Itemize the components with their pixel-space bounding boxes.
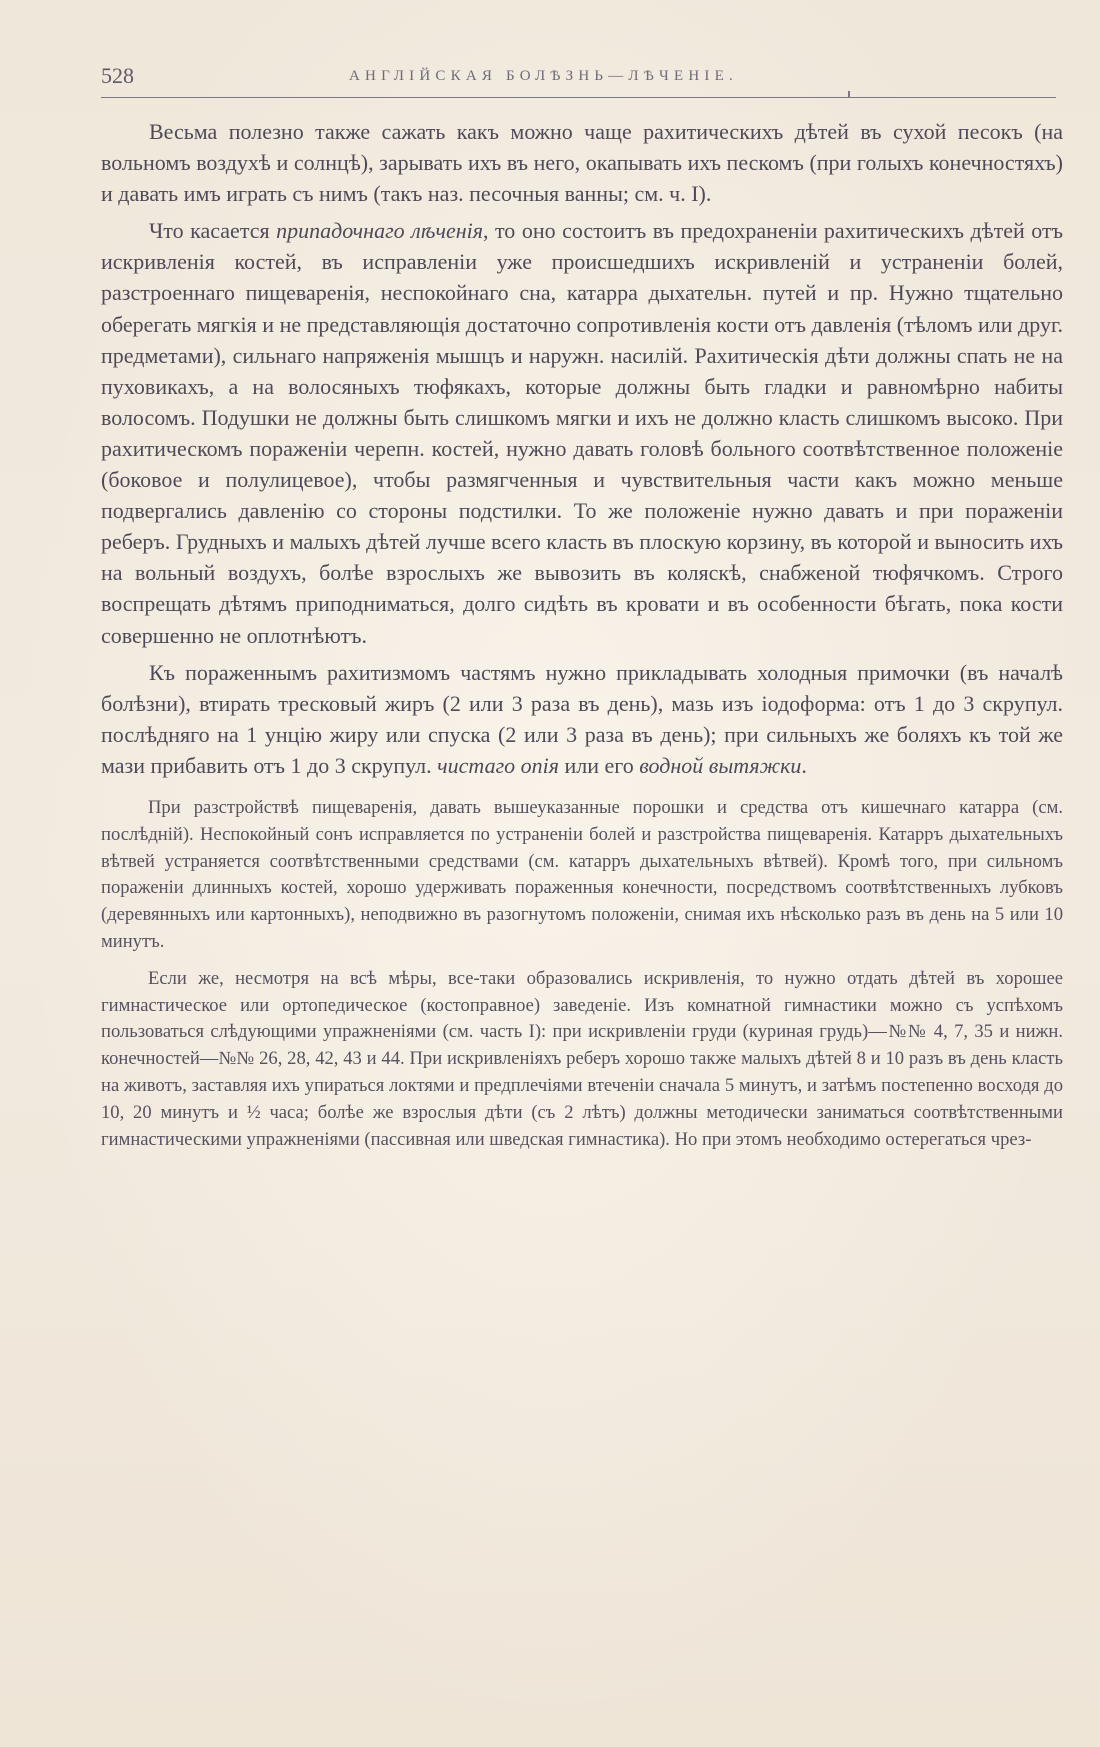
header-rule-mark xyxy=(848,91,850,97)
italic-term: припадочнаго лѣченія xyxy=(276,218,483,244)
paragraph-text: . xyxy=(801,752,807,778)
body-text xyxy=(101,116,1063,1153)
header-rule xyxy=(101,97,1056,98)
paragraph-text: Къ пораженнымъ рахитизмомъ частямъ нужно прикладывать холодныя примочки (въ началѣ болѣзни), втирать тресковый жиръ (2 или 3 раза въ день), мазь изъ іодоформа: отъ 1 до 3 скрупул. послѣдняго на 1 унцію жиру или спуска (2 или 3 раза въ день); при сильныхъ же боляхъ къ той же мази прибавить отъ 1 до 3 скрупул. xyxy=(101,659,1063,778)
paragraph-text: Весьма полезно также сажать какъ можно чаще рахитическихъ дѣтей въ сухой песокъ (на вольномъ воздухѣ и солнцѣ), зарывать ихъ въ него, окапывать ихъ пескомъ (при голыхъ конечностяхъ) и давать имъ играть съ нимъ (такъ наз. песочныя ванны; см. ч. I). xyxy=(101,119,1063,207)
paragraph-sand-baths xyxy=(101,116,1063,209)
paragraph-text: , то оно состоитъ въ предохраненіи рахитическихъ дѣтей отъ искривленія костей, въ исправленіи уже происшедшихъ искривленій и устраненіи болей, разстроеннаго пищеваренія, неспокойнаго сна, катарра дыхательн. путей и пр. Нужно тщательно оберегать мягкія и не представляющія достаточно сопротивленія кости отъ давленія (тѣломъ или друг. предметами), сильнаго напряженія мышцъ и наружн. насилій. Рахитическія дѣти должны спать не на пуховикахъ, а на волосяныхъ тюфякахъ, которые должны быть гладки и равномѣрно набиты волосомъ. Подушки не должны быть слишкомъ мягки и ихъ не должно класть слишкомъ высоко. При рахитическомъ пораженіи черепн. костей, нужно давать головѣ больного соотвѣтственное положеніе (боковое и полулицевое), чтобы размягченныя и чувствительныя части какъ можно меньше подвергались давленію со стороны подстилки. То же положеніе нужно давать и при пораженіи реберъ. Грудныхъ и малыхъ дѣтей лучше всего класть въ плоскую корзину, въ которой и выносить ихъ на вольный воздухъ, болѣе взрослыхъ же вывозить въ коляскѣ, снабженой тюфячкомъ. Строго воспрещать дѣтямъ приподниматься, долго сидѣть въ кровати и въ особенности бѣгать, пока кости совершенно не оплотнѣютъ. xyxy=(101,218,1063,648)
paragraph-text: или его xyxy=(559,752,640,778)
paragraph-symptomatic-treatment xyxy=(101,215,1063,650)
paragraph-text: Что касается xyxy=(149,218,277,244)
page-number: 528 xyxy=(101,63,134,88)
spacer xyxy=(101,956,1063,966)
paragraph-gymnastics xyxy=(101,966,1063,1154)
running-title: АНГЛІЙСКАЯ БОЛѢЗНЬ—ЛѢЧЕНІЕ. xyxy=(349,68,738,84)
page-header xyxy=(101,63,1071,97)
paragraph-local-remedies xyxy=(101,657,1063,781)
italic-term: водной вытяжки xyxy=(639,752,802,778)
paragraph-text: Если же, несмотря на всѣ мѣры, все-таки образовались искривленія, то нужно отдать дѣтей въ хорошее гимнастическое или ортопедическое (костоправное) заведеніе. Изъ комнатной гимнастики можно съ успѣхомъ пользоваться слѣдующими упражненіями (см. часть I): при искривленіи груди (куриная грудь)—№№ 4, 7, 35 и нижн. конечностей—№№ 26, 28, 42, 43 и 44. При искривленіяхъ реберъ хорошо также малыхъ дѣтей 8 и 10 разъ въ день класть на животъ, заставляя ихъ упираться локтями и предплечіями втеченіи сначала 5 минутъ, и затѣмъ постепенно восходя до 10, 20 минутъ и ½ часа; болѣе же взрослыя дѣти (съ 2 лѣтъ) должны методически заниматься соотвѣтственными гимнастическими упражненіями (пассивная или шведская гимнастика). Но при этомъ необходимо остерегаться чрез- xyxy=(101,967,1063,1150)
paragraph-digestion xyxy=(101,795,1063,956)
spacer xyxy=(101,781,1063,795)
paragraph-text: При разстройствѣ пищеваренія, давать вышеуказанные порошки и средства отъ кишечнаго катарра (см. послѣдній). Неспокойный сонъ исправляется по устраненіи болей и разстройства пищеваренія. Катарръ дыхательныхъ вѣтвей устраняется соотвѣтственными средствами (см. катарръ дыхательныхъ вѣтвей). Кромѣ того, при сильномъ пораженіи длинныхъ костей, хорошо удерживать пораженныя конечности, посредствомъ соотвѣтственныхъ лубковъ (деревянныхъ или картонныхъ), неподвижно въ разогнутомъ положеніи, снимая ихъ нѣсколько разъ въ день на 5 или 10 минутъ. xyxy=(101,796,1063,952)
italic-term: чистаго опія xyxy=(437,752,559,778)
